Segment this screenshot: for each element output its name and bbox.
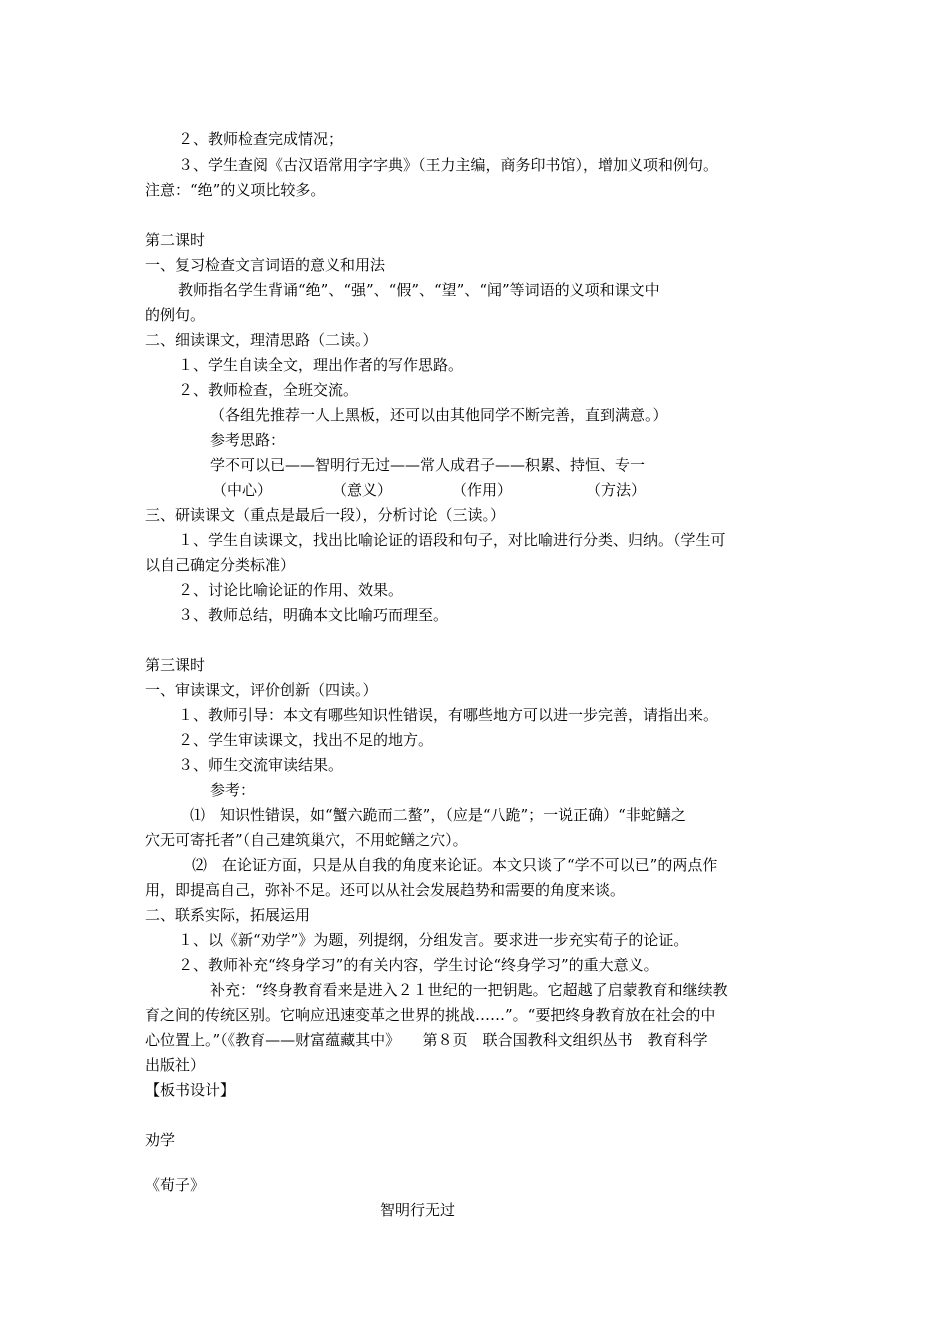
note-line: 注意：“绝”的义项比较多。 (145, 181, 326, 199)
lesson-2-section-3: 三、研读课文（重点是最后一段），分析讨论（三读。） (145, 506, 506, 524)
chain-label: （作用） (452, 481, 513, 499)
board-title: 劝学 (145, 1131, 176, 1149)
lesson-3-title: 第三课时 (145, 656, 206, 674)
supplement-line-3: 心位置上。”（《教育——财富蕴藏其中》 第８页 联合国教科文组织丛书 教育科学 (145, 1031, 708, 1049)
lesson-2-section-2-step-1: １、学生自读全文，理出作者的写作思路。 (178, 356, 464, 374)
lesson-2-section-2-note: （各组先推荐一人上黑板，还可以由其他同学不断完善，直到满意。） (210, 406, 668, 424)
step-3-line: ３、学生查阅《古汉语常用字字典》（王力主编，商务印书馆），增加义项和例句。 (178, 156, 719, 174)
lesson-2-section-3-step-1-cont: 以自己确定分类标准） (145, 556, 296, 574)
lesson-3-section-2-step-1: １、以《新“劝学”》为题，列提纲，分组发言。要求进一步充实荀子的论证。 (178, 931, 689, 949)
reasoning-chain: 学不可以已——智明行无过——常人成君子——积累、持恒、专一 (210, 456, 646, 474)
reference-item-2: ⑵ 在论证方面，只是从自我的角度来论证。本文只谈了“学不可以已”的两点作 (192, 856, 718, 874)
reference-item-2-cont: 用，即提高自己，弥补不足。还可以从社会发展趋势和需要的角度来谈。 (145, 881, 626, 899)
lesson-2-section-1-text: 教师指名学生背诵“绝”、“强”、“假”、“望”、“闻”等词语的义项和课文中 (178, 281, 660, 299)
lesson-2-section-3-step-3: ３、教师总结，明确本文比喻巧而理至。 (178, 606, 449, 624)
lesson-2-section-1-text-cont: 的例句。 (145, 306, 206, 324)
chain-label: （方法） (586, 481, 647, 499)
lesson-3-section-1-step-2: ２、学生审读课文，找出不足的地方。 (178, 731, 434, 749)
board-item: 智明行无过 (380, 1201, 456, 1219)
reference-heading: 参考思路： (210, 431, 286, 449)
lesson-3-section-1-step-3: ３、师生交流审读结果。 (178, 756, 344, 774)
reference-item-1: ⑴ 知识性错误，如“蟹六跪而二螯”，（应是“八跪”；一说正确）“非蛇鳝之 (190, 806, 686, 824)
board-design-heading: 【板书设计】 (145, 1081, 236, 1099)
lesson-2-title: 第二课时 (145, 231, 206, 249)
chain-label: （意义） (332, 481, 393, 499)
lesson-3-section-1: 一、审读课文，评价创新（四读。） (145, 681, 378, 699)
lesson-3-section-2: 二、联系实际，拓展运用 (145, 906, 311, 924)
chain-label: （中心） (212, 481, 273, 499)
step-2-line: ２、教师检查完成情况； (178, 130, 344, 148)
lesson-3-reference-heading: 参考： (210, 781, 256, 799)
lesson-3-section-1-step-1: １、教师引导：本文有哪些知识性错误，有哪些地方可以进一步完善，请指出来。 (178, 706, 719, 724)
lesson-2-section-3-step-1: １、学生自读课文，找出比喻论证的语段和句子，对比喻进行分类、归纳。（学生可 (178, 531, 726, 549)
supplement-line-1: 补充：“终身教育看来是进入２１世纪的一把钥匙。它超越了启蒙教育和继续教 (210, 981, 728, 999)
lesson-2-section-2: 二、细读课文，理清思路（二读。） (145, 331, 378, 349)
lesson-2-section-3-step-2: ２、讨论比喻论证的作用、效果。 (178, 581, 404, 599)
supplement-line-2: 育之间的传统区别。它响应迅速变革之世界的挑战……”。“要把终身教育放在社会的中 (145, 1006, 716, 1024)
board-author: 《荀子》 (145, 1176, 206, 1194)
lesson-2-section-1: 一、复习检查文言词语的意义和用法 (145, 256, 386, 274)
reference-item-1-cont: 穴无可寄托者”（自己建筑巢穴，不用蛇鳝之穴）。 (145, 831, 468, 849)
lesson-2-section-2-step-2: ２、教师检查，全班交流。 (178, 381, 359, 399)
supplement-line-4: 出版社） (145, 1056, 206, 1074)
lesson-3-section-2-step-2: ２、教师补充“终身学习”的有关内容，学生讨论“终身学习”的重大意义。 (178, 956, 659, 974)
